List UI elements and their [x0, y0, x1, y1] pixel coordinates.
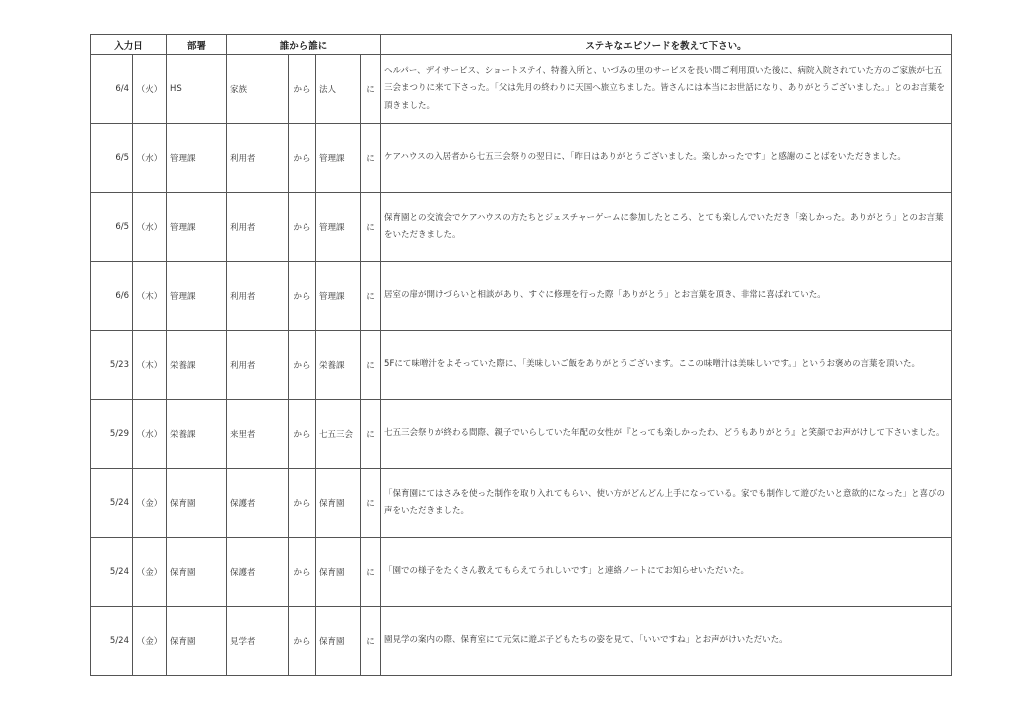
ni-cell: に	[361, 400, 381, 469]
to-cell: 七五三会	[316, 400, 361, 469]
department-cell: 栄養課	[167, 331, 227, 400]
ni-cell: に	[361, 331, 381, 400]
to-cell: 管理課	[316, 124, 361, 193]
kara-cell: から	[289, 124, 316, 193]
department-cell: 管理課	[167, 124, 227, 193]
header-dept: 部署	[167, 35, 227, 55]
episode-cell: 園見学の案内の際、保育室にて元気に遊ぶ子どもたちの姿を見て、「いいですね」とお声がけいただいた。	[381, 607, 952, 676]
header-date: 入力日	[91, 35, 167, 55]
table-row	[91, 538, 952, 607]
header-episode: ステキなエピソードを教えて下さい。	[381, 35, 952, 55]
weekday-cell: （木）	[133, 262, 167, 331]
to-cell: 保育園	[316, 607, 361, 676]
department-cell: 保育園	[167, 607, 227, 676]
from-cell: 家族	[227, 55, 289, 124]
weekday-cell: （水）	[133, 400, 167, 469]
table-row	[91, 193, 952, 262]
table-row	[91, 124, 952, 193]
department-cell: 保育園	[167, 469, 227, 538]
from-cell: 利用者	[227, 262, 289, 331]
header-row	[91, 35, 952, 55]
department-cell: 管理課	[167, 262, 227, 331]
date-cell: 6/4	[91, 55, 133, 124]
table-row	[91, 331, 952, 400]
to-cell: 保育園	[316, 469, 361, 538]
ni-cell: に	[361, 124, 381, 193]
weekday-cell: （木）	[133, 331, 167, 400]
from-cell: 見学者	[227, 607, 289, 676]
kara-cell: から	[289, 262, 316, 331]
episode-cell: 「保育園にてはさみを使った制作を取り入れてもらい、使い方がどんどん上手になっている。家でも制作して遊びたいと意欲的になった」と喜びの声をいただきました。	[381, 469, 952, 538]
date-cell: 5/23	[91, 331, 133, 400]
date-cell: 6/5	[91, 124, 133, 193]
date-cell: 6/5	[91, 193, 133, 262]
ni-cell: に	[361, 262, 381, 331]
episode-cell: 「園での様子をたくさん教えてもらえてうれしいです」と連絡ノートにてお知らせいただいた。	[381, 538, 952, 607]
weekday-cell: （金）	[133, 538, 167, 607]
header-who: 誰から誰に	[227, 35, 381, 55]
department-cell: 保育園	[167, 538, 227, 607]
kara-cell: から	[289, 538, 316, 607]
from-cell: 利用者	[227, 124, 289, 193]
from-cell: 保護者	[227, 538, 289, 607]
date-cell: 5/24	[91, 469, 133, 538]
department-cell: 管理課	[167, 193, 227, 262]
table-row	[91, 262, 952, 331]
date-cell: 5/24	[91, 538, 133, 607]
episode-cell: ヘルパー、デイサービス、ショートステイ、特養入所と、いづみの里のサービスを長い間ご利用頂いた後に、病院入院されていた方のご家族が七五三会まつりに来て下さった。「父は先月の終わりに天国へ旅立ちました。皆さんには本当にお世話になり、ありがとうございました。」とのお言葉を頂きました。	[381, 55, 952, 124]
to-cell: 管理課	[316, 262, 361, 331]
department-cell: HS	[167, 55, 227, 124]
weekday-cell: （水）	[133, 124, 167, 193]
kara-cell: から	[289, 55, 316, 124]
table-row	[91, 607, 952, 676]
kara-cell: から	[289, 193, 316, 262]
ni-cell: に	[361, 193, 381, 262]
to-cell: 栄養課	[316, 331, 361, 400]
weekday-cell: （金）	[133, 469, 167, 538]
episode-table	[90, 34, 952, 676]
date-cell: 5/29	[91, 400, 133, 469]
weekday-cell: （火）	[133, 55, 167, 124]
from-cell: 来里者	[227, 400, 289, 469]
weekday-cell: （水）	[133, 193, 167, 262]
episode-cell: 5Fにて味噌汁をよそっていた際に、「美味しいご飯をありがとうございます。ここの味噌汁は美味しいです。」というお褒めの言葉を頂いた。	[381, 331, 952, 400]
date-cell: 5/24	[91, 607, 133, 676]
from-cell: 保護者	[227, 469, 289, 538]
to-cell: 管理課	[316, 193, 361, 262]
episode-cell: 保育園との交流会でケアハウスの方たちとジェスチャーゲームに参加したところ、とても楽しんでいただき「楽しかった。ありがとう」とのお言葉をいただきました。	[381, 193, 952, 262]
from-cell: 利用者	[227, 331, 289, 400]
weekday-cell: （金）	[133, 607, 167, 676]
table-row	[91, 469, 952, 538]
table-row	[91, 400, 952, 469]
ni-cell: に	[361, 55, 381, 124]
kara-cell: から	[289, 400, 316, 469]
ni-cell: に	[361, 469, 381, 538]
kara-cell: から	[289, 607, 316, 676]
table-row	[91, 55, 952, 124]
ni-cell: に	[361, 607, 381, 676]
kara-cell: から	[289, 331, 316, 400]
episode-cell: ケアハウスの入居者から七五三会祭りの翌日に、「昨日はありがとうございました。楽しかったです」と感謝のことばをいただきました。	[381, 124, 952, 193]
ni-cell: に	[361, 538, 381, 607]
episode-cell: 七五三会祭りが終わる間際、親子でいらしていた年配の女性が『とっても楽しかったわ、どうもありがとう』と笑顔でお声がけして下さいました。	[381, 400, 952, 469]
episode-cell: 居室の扉が開けづらいと相談があり、すぐに修理を行った際「ありがとう」とお言葉を頂き、非常に喜ばれていた。	[381, 262, 952, 331]
department-cell: 栄養課	[167, 400, 227, 469]
to-cell: 法人	[316, 55, 361, 124]
kara-cell: から	[289, 469, 316, 538]
from-cell: 利用者	[227, 193, 289, 262]
date-cell: 6/6	[91, 262, 133, 331]
to-cell: 保育園	[316, 538, 361, 607]
